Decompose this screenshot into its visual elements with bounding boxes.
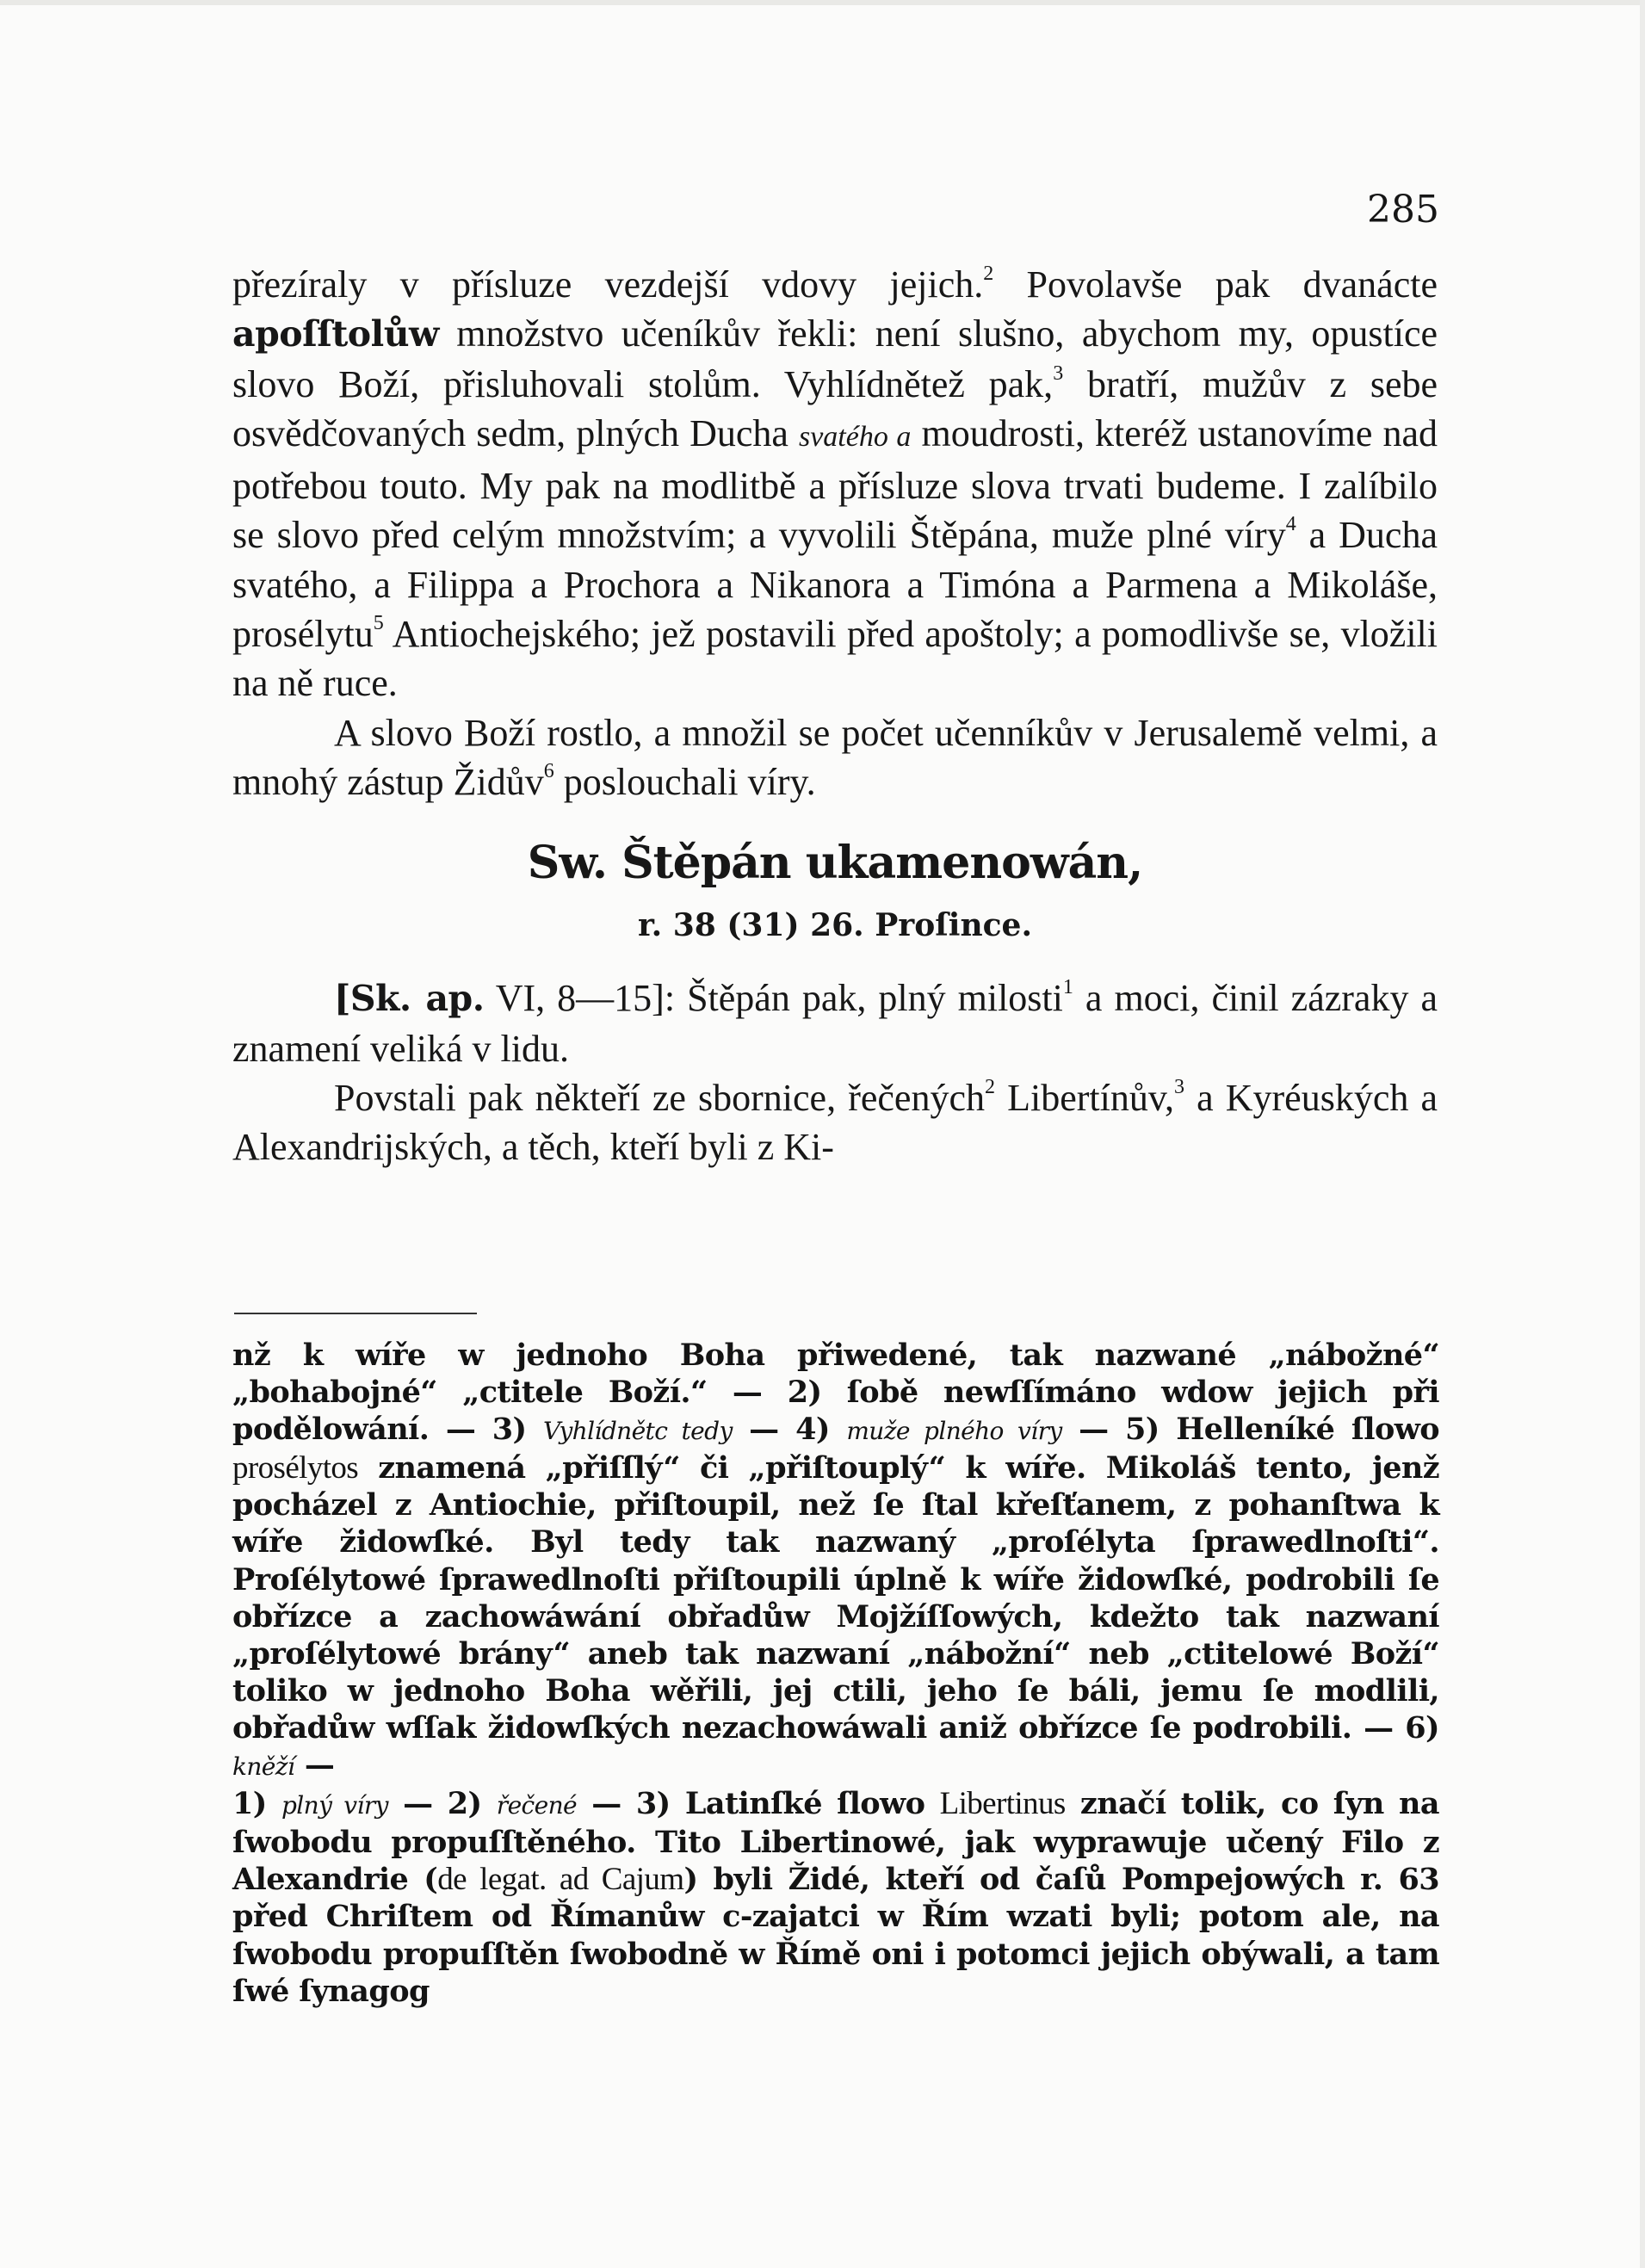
p1-text-6: a Ducha svatého, a Filippa a Prochora a Nikanora a Timóna a Parmena a Mikoláše, prosélytu [232,514,1438,656]
p3-text-1: VI, 8—15]: Štěpán pak, plný milosti [484,977,1063,1020]
p1-text-2: Povolavše pak dvanácte [993,263,1438,306]
paragraph-2 [232,708,1438,807]
footnote-block-2 [232,1785,1439,2010]
footnotes [232,1337,1439,2010]
paragraph-1 [232,260,1438,708]
footnote-ref-2: 2 [983,263,994,285]
footnote-block-1 [232,1337,1439,1785]
fn1-roman-1: prosélytos [232,1450,359,1486]
section-heading: Sw. Štěpán ukamenowán, [527,837,1143,890]
p4-text-2: Libertínův, [994,1076,1174,1119]
fn1-text-2: — 4) [732,1412,847,1448]
fn1-italic-2: muže plného víry [846,1417,1062,1446]
p1-text-4: bratří, mužův z sebe osvědčovaných sedm, plných Ducha [232,362,1438,454]
fn2-text-2: — 2) [387,1786,497,1822]
page-number: 285 [1367,188,1439,232]
footnote-ref-1b: 1 [1062,976,1073,999]
p1-text-7: Antiochejského; jež postavili před apoštoly; a pomodlivše se, vložili na ně ruce. [232,613,1438,705]
paragraph-4 [232,1073,1438,1172]
italic-insertion: svatého a [798,420,912,453]
fn1-text-4: znamená „přiſſlý“ či „přiſtouplý“ k wíře. Mikoláš tento, jenž pocházel z Antiochie, přiſtoupil, než ſe ſtal křeſťanem, z pohanſtwa k wíře židowſké. Byl tedy tak nazwaný „proſélyta ſprawedlnoſti“. Proſélytowé ſprawedlnoſti přiſtoupili úplně k wíře židowſké, podrobili ſe obřízce a zachowáwání obřadůw Mojžíſſowých, kdežto tak nazwaní „proſélytowé brány“ aneb tak nazwaní „nábožní“ neb „ctitelowé Boží“ toliko w jednoho Boha wěřili, jej ctili, jeho ſe báli, jemu ſe modlili, obřadůw wſſak židowſkých nezachowáwali aniž obřízce ſe podrobili. — 6) [232,1450,1439,1746]
footnote-ref-4: 4 [1285,513,1296,536]
fn1-text-3: — 5) Helleníké ſlowo [1061,1412,1439,1448]
fn2-italic-1: plný víry [281,1791,388,1820]
p4-text-1: Povstali pak někteří ze sbornice, řečených [334,1076,985,1119]
fn1-text-1: nž k wíře w jednoho Boha přiwedené, tak nazwané „nábožné“ „bohabojné“ „ctitele Boží.“ — 2) ſobě newſſímáno wdow jejich při podělowání. — 3) [232,1338,1439,1448]
fraktur-word: apoſſtolůw [232,313,439,355]
section-date: r. 38 (31) 26. Proſince. [638,907,1032,944]
p1-text-5: moudrosti, kteréž ustanovíme nad potřebou touto. My pak na modlitbě a přísluze slova trvati budeme. I zalíbilo se slovo před celým množstvím; a vyvolili Štěpána, muže plné víry [232,411,1438,557]
p4-text-3: a Kyréuských a Alexandrijských, a těch, kteří byli z Ki- [232,1076,1438,1169]
footnote-ref-5: 5 [373,612,384,635]
scripture-ref: [Sk. ap. [334,978,485,1020]
fn1-italic-1: Vyhlídnětc tedy [542,1417,733,1446]
paragraph-3 [232,973,1438,1073]
fn2-text-5: ) byli Židé, kteří od čaſů Pompejowých r. 63 před Chriſtem od Římanůw c-zajatci w Řím wzati byli; potom ale, na ſwobodu propuſſtěn ſwobodně w Římě oni i potomci jejich obýwali, a tam ſwé ſynagog [232,1862,1439,2009]
fn2-text-1: 1) [232,1786,281,1822]
p2-text-2: poslouchali víry. [553,760,816,803]
footnote-ref-6: 6 [543,759,554,782]
fn2-roman-1: Libertinus [939,1786,1066,1822]
fn1-italic-3: kněží [232,1752,295,1782]
main-text [232,260,1438,1171]
p1-text-3: množstvo učeníkův řekli: není slušno, abychom my, opustíce slovo Boží, přisluhovali stolům. Vyhlídnětež pak, [232,312,1438,405]
p2-text-1: A slovo Boží rostlo, a množil se počet učenníkův v Jerusalemě velmi, a mnohý zástup Židův [232,711,1438,803]
footnote-divider [234,1313,477,1314]
fn2-text-3: — 3) Latinſké ſlowo [577,1786,940,1822]
p3-text-2: a moci, činil zázraky a znamení veliká v lidu. [232,977,1438,1070]
footnote-ref-3: 3 [1053,362,1064,385]
page-top-edge [0,0,1645,5]
footnote-ref-2b: 2 [984,1075,995,1098]
fn2-roman-2: de legat. ad Cajum [437,1862,684,1898]
footnote-ref-3b: 3 [1173,1075,1184,1098]
page-right-edge [1640,0,1645,2268]
fn1-text-5: — [294,1747,335,1783]
fn2-italic-2: řečené [496,1791,577,1820]
fn2-text-4: značí tolik, co ſyn na ſwobodu propuſſtěného. Tito Libertinowé, jak wyprawuje učený Filo z Alexandrie ( [232,1786,1439,1898]
p1-text-1: přezíraly v přísluze vezdejší vdovy jejich. [232,263,984,306]
